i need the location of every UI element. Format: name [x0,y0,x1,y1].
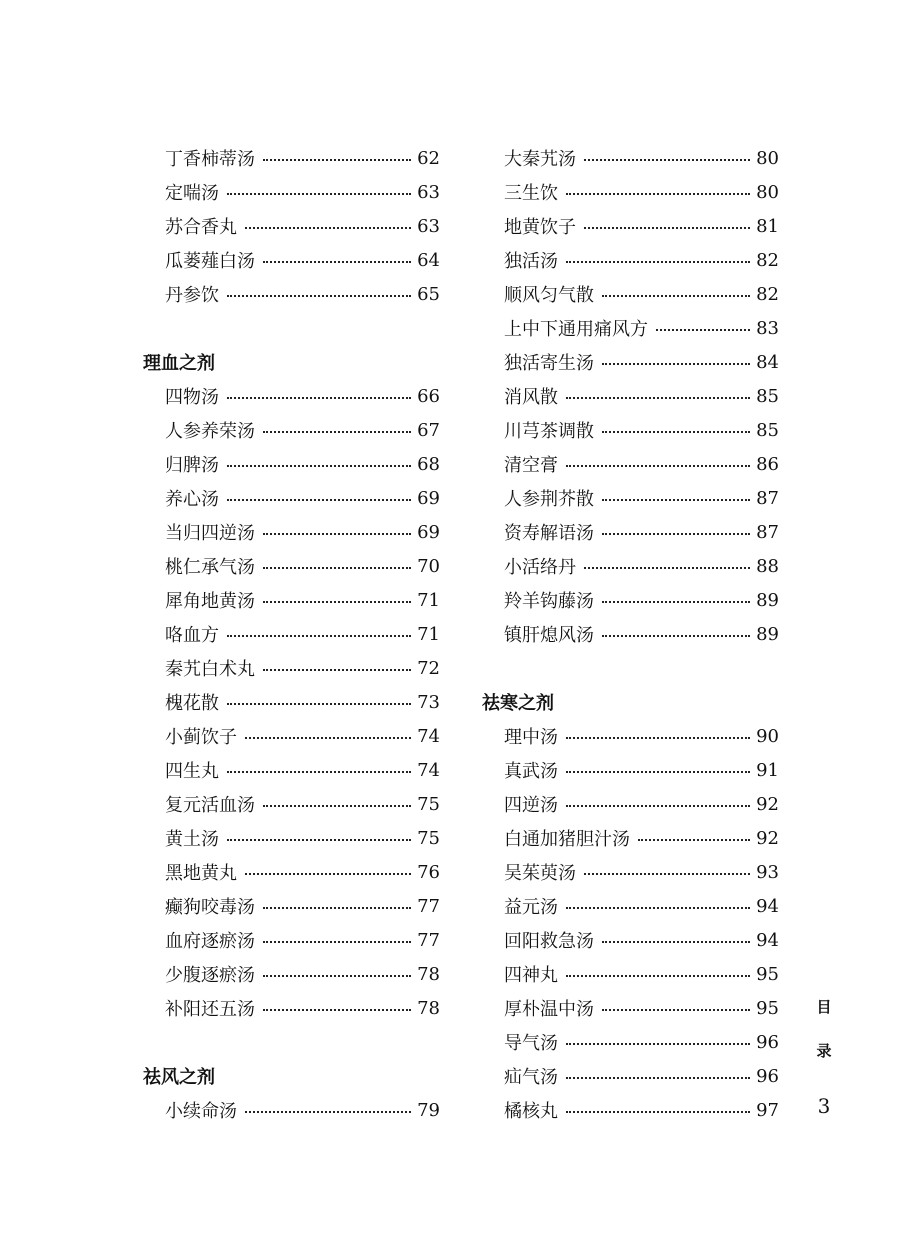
entry-page-number: 81 [756,215,779,237]
entry-page-number: 75 [417,793,440,815]
toc-entry[interactable] [482,889,779,923]
entry-page-number: 80 [756,181,779,203]
side-label-char-1: 目 [816,998,832,1016]
section-spacer [143,1025,440,1059]
entry-page-number: 92 [756,793,779,815]
toc-entry[interactable] [482,957,779,991]
dot-leader [602,363,750,365]
entry-title: 厚朴温中汤 [504,999,594,1020]
entry-page-number: 75 [417,827,440,849]
toc-entry[interactable] [482,753,779,787]
entry-title: 槐花散 [165,693,219,714]
toc-entry[interactable] [482,413,779,447]
dot-leader [263,431,411,433]
entry-title: 大秦艽汤 [504,149,576,170]
dot-leader [227,635,411,637]
dot-leader [227,397,411,399]
entry-page-number: 85 [756,419,779,441]
dot-leader [584,159,750,161]
entry-title: 养心汤 [165,489,219,510]
entry-page-number: 87 [756,487,779,509]
entry-title: 当归四逆汤 [165,523,255,544]
entry-page-number: 95 [756,963,779,985]
entry-page-number: 63 [417,215,440,237]
entry-page-number: 88 [756,555,779,577]
dot-leader [602,635,750,637]
dot-leader [227,193,411,195]
entry-title: 瓜蒌薤白汤 [165,251,255,272]
entry-page-number: 72 [417,657,440,679]
toc-entry[interactable] [482,719,779,753]
dot-leader [263,805,411,807]
entry-title: 四神丸 [504,965,558,986]
dot-leader [227,499,411,501]
dot-leader [227,771,411,773]
toc-entry[interactable] [482,175,779,209]
dot-leader [566,737,750,739]
entry-page-number: 70 [417,555,440,577]
toc-entry[interactable] [482,549,779,583]
toc-entry[interactable] [482,991,779,1025]
entry-page-number: 89 [756,589,779,611]
dot-leader [263,1009,411,1011]
toc-entry[interactable] [143,855,440,889]
entry-title: 复元活血汤 [165,795,255,816]
entry-title: 羚羊钩藤汤 [504,591,594,612]
entry-title: 清空膏 [504,455,558,476]
entry-page-number: 94 [756,929,779,951]
dot-leader [245,1111,411,1113]
toc-entry[interactable] [143,821,440,855]
toc-entry[interactable] [143,991,440,1025]
entry-page-number: 65 [417,283,440,305]
dot-leader [227,839,411,841]
dot-leader [263,159,411,161]
toc-entry[interactable] [482,821,779,855]
entry-title: 四逆汤 [504,795,558,816]
dot-leader [566,975,750,977]
entry-page-number: 87 [756,521,779,543]
entry-title: 镇肝熄风汤 [504,625,594,646]
toc-entry[interactable] [482,515,779,549]
entry-page-number: 78 [417,963,440,985]
toc-entry[interactable] [482,1025,779,1059]
dot-leader [602,431,750,433]
dot-leader [227,703,411,705]
entry-page-number: 85 [756,385,779,407]
toc-entry[interactable] [143,889,440,923]
toc-entry[interactable] [143,787,440,821]
entry-title: 苏合香丸 [165,217,237,238]
entry-title: 顺风匀气散 [504,285,594,306]
dot-leader [602,295,750,297]
dot-leader [566,805,750,807]
toc-entry[interactable] [482,243,779,277]
toc-entry[interactable] [143,923,440,957]
section-heading: 祛寒之剂 [482,693,554,714]
toc-entry[interactable] [143,583,440,617]
toc-entry[interactable] [143,515,440,549]
entry-title: 消风散 [504,387,558,408]
entry-title: 三生饮 [504,183,558,204]
toc-entry[interactable] [143,481,440,515]
dot-leader [245,227,411,229]
entry-title: 上中下通用痛风方 [504,319,648,340]
entry-title: 小蓟饮子 [165,727,237,748]
dot-leader [584,227,750,229]
dot-leader [566,397,750,399]
toc-entry[interactable] [143,651,440,685]
entry-title: 吴茱萸汤 [504,863,576,884]
entry-page-number: 69 [417,521,440,543]
entry-title: 丁香柿蒂汤 [165,149,255,170]
section-spacer [482,651,779,685]
entry-title: 独活汤 [504,251,558,272]
toc-entry[interactable] [143,957,440,991]
entry-title: 血府逐瘀汤 [165,931,255,952]
toc-entry[interactable] [143,685,440,719]
entry-page-number: 78 [417,997,440,1019]
entry-title: 少腹逐瘀汤 [165,965,255,986]
entry-page-number: 66 [417,385,440,407]
dot-leader [263,261,411,263]
dot-leader [602,601,750,603]
entry-page-number: 79 [417,1099,440,1121]
entry-page-number: 91 [756,759,779,781]
entry-title: 丹参饮 [165,285,219,306]
toc-entry[interactable] [143,753,440,787]
entry-page-number: 73 [417,691,440,713]
entry-title: 疝气汤 [504,1067,558,1088]
entry-title: 归脾汤 [165,455,219,476]
toc-entry[interactable] [482,583,779,617]
entry-page-number: 69 [417,487,440,509]
dot-leader [602,1009,750,1011]
entry-page-number: 92 [756,827,779,849]
entry-title: 黄土汤 [165,829,219,850]
dot-leader [656,329,750,331]
section-spacer [143,311,440,345]
entry-page-number: 90 [756,725,779,747]
toc-entry[interactable] [143,617,440,651]
entry-page-number: 96 [756,1065,779,1087]
dot-leader [566,1043,750,1045]
toc-entry[interactable] [143,549,440,583]
entry-page-number: 71 [417,589,440,611]
toc-entry[interactable] [482,277,779,311]
page-number: 3 [817,1094,831,1118]
entry-page-number: 77 [417,895,440,917]
entry-title: 四物汤 [165,387,219,408]
entry-page-number: 62 [417,147,440,169]
entry-page-number: 67 [417,419,440,441]
entry-title: 理中汤 [504,727,558,748]
toc-entry[interactable] [482,209,779,243]
entry-title: 定喘汤 [165,183,219,204]
dot-leader [566,771,750,773]
entry-title: 导气汤 [504,1033,558,1054]
dot-leader [566,1077,750,1079]
toc-entry[interactable] [482,855,779,889]
side-label-char-2: 录 [816,1042,832,1060]
entry-page-number: 71 [417,623,440,645]
toc-entry[interactable] [143,413,440,447]
toc-entry[interactable] [482,447,779,481]
entry-title: 回阳救急汤 [504,931,594,952]
entry-page-number: 95 [756,997,779,1019]
entry-title: 秦艽白术丸 [165,659,255,680]
entry-page-number: 64 [417,249,440,271]
entry-title: 小续命汤 [165,1101,237,1122]
dot-leader [227,295,411,297]
toc-entry[interactable] [143,277,440,311]
dot-leader [566,1111,750,1113]
toc-entry[interactable] [482,141,779,175]
entry-title: 犀角地黄汤 [165,591,255,612]
section-heading: 祛风之剂 [143,1067,215,1088]
entry-title: 黑地黄丸 [165,863,237,884]
entry-page-number: 97 [756,1099,779,1121]
entry-page-number: 86 [756,453,779,475]
entry-title: 真武汤 [504,761,558,782]
entry-title: 四生丸 [165,761,219,782]
entry-title: 独活寄生汤 [504,353,594,374]
toc-entry[interactable] [482,311,779,345]
entry-title: 人参荆芥散 [504,489,594,510]
toc-entry[interactable] [482,481,779,515]
entry-page-number: 94 [756,895,779,917]
section-heading: 理血之剂 [143,353,215,374]
dot-leader [602,941,750,943]
entry-page-number: 84 [756,351,779,373]
entry-page-number: 76 [417,861,440,883]
entry-page-number: 68 [417,453,440,475]
entry-title: 癫狗咬毒汤 [165,897,255,918]
dot-leader [602,499,750,501]
dot-leader [263,567,411,569]
toc-right-column [482,141,779,1127]
entry-page-number: 96 [756,1031,779,1053]
entry-page-number: 74 [417,725,440,747]
entry-title: 资寿解语汤 [504,523,594,544]
toc-entry[interactable] [482,1093,779,1127]
toc-entry[interactable] [482,617,779,651]
toc-entry[interactable] [143,1093,440,1127]
toc-entry[interactable] [143,379,440,413]
toc-entry[interactable] [143,243,440,277]
toc-entry[interactable] [143,209,440,243]
dot-leader [263,669,411,671]
toc-entry[interactable] [482,379,779,413]
entry-page-number: 83 [756,317,779,339]
dot-leader [227,465,411,467]
toc-entry[interactable] [482,923,779,957]
toc-entry[interactable] [482,1059,779,1093]
entry-page-number: 89 [756,623,779,645]
entry-title: 橘核丸 [504,1101,558,1122]
entry-title: 人参养荣汤 [165,421,255,442]
dot-leader [263,975,411,977]
dot-leader [263,533,411,535]
dot-leader [602,533,750,535]
dot-leader [584,567,750,569]
dot-leader [245,737,411,739]
entry-page-number: 93 [756,861,779,883]
dot-leader [263,601,411,603]
entry-page-number: 77 [417,929,440,951]
toc-entry[interactable] [143,719,440,753]
section-side-label [814,985,834,1073]
dot-leader [245,873,411,875]
entry-page-number: 63 [417,181,440,203]
dot-leader [566,465,750,467]
toc-entry[interactable] [482,345,779,379]
entry-title: 桃仁承气汤 [165,557,255,578]
entry-page-number: 74 [417,759,440,781]
toc-entry[interactable] [143,175,440,209]
toc-entry[interactable] [482,787,779,821]
toc-left-column [143,141,440,1127]
dot-leader [263,941,411,943]
dot-leader [584,873,750,875]
entry-title: 咯血方 [165,625,219,646]
entry-title: 地黄饮子 [504,217,576,238]
toc-entry[interactable] [143,447,440,481]
dot-leader [263,907,411,909]
entry-title: 白通加猪胆汁汤 [504,829,630,850]
toc-entry[interactable] [143,141,440,175]
dot-leader [566,193,750,195]
entry-title: 补阳还五汤 [165,999,255,1020]
dot-leader [566,261,750,263]
entry-title: 小活络丹 [504,557,576,578]
entry-page-number: 80 [756,147,779,169]
entry-title: 益元汤 [504,897,558,918]
entry-title: 川芎茶调散 [504,421,594,442]
dot-leader [566,907,750,909]
entry-page-number: 82 [756,249,779,271]
entry-page-number: 82 [756,283,779,305]
dot-leader [638,839,750,841]
